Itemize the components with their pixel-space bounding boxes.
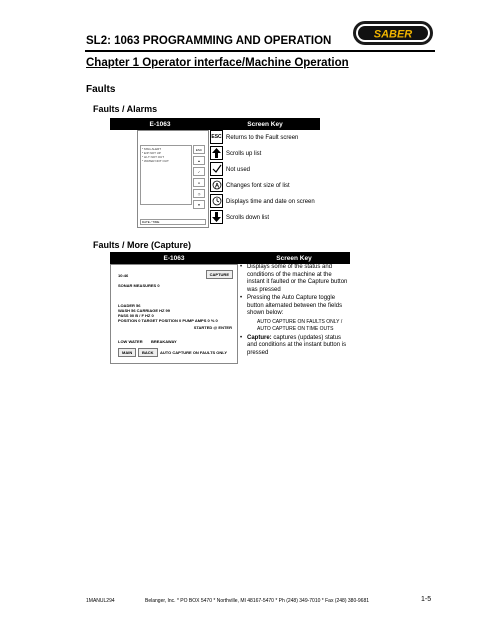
key-row-clock bbox=[210, 194, 320, 210]
auto-capture-toggle: AUTO CAPTURE ON FAULTS ONLY bbox=[160, 350, 228, 355]
company-address: Belanger, Inc. * PO BOX 5470 * Northville, MI 48167-5470 * Ph (248) 349-7010 * Fax (248) 380-9681 bbox=[145, 598, 370, 604]
capture-label: Capture: bbox=[247, 334, 272, 341]
fault-line: * WATER NOT OUT bbox=[142, 159, 169, 163]
key-description: Returns to the Fault screen bbox=[226, 135, 299, 141]
alarms-title: Faults / Alarms bbox=[93, 104, 158, 114]
esc-key-icon: ESC bbox=[210, 130, 223, 144]
started-at-enter: STARTED @ ENTER bbox=[193, 325, 232, 330]
fault-line: * E/P NOT UP bbox=[142, 151, 161, 155]
fault-line: * HI-T NOT OUT bbox=[142, 155, 165, 159]
chapter-title: Chapter 1 Operator interface/Machine Operation bbox=[86, 57, 349, 69]
bullet-text: captures (updates) status and conditions at the instant button is pressed bbox=[247, 334, 347, 356]
more-title: Faults / More (Capture) bbox=[93, 240, 192, 250]
main-button: MAIN bbox=[118, 348, 136, 357]
key-description: Displays time and date on screen bbox=[226, 199, 315, 205]
key-description: Scrolls up list bbox=[226, 151, 262, 157]
capture-screen-thumbnail bbox=[110, 264, 238, 364]
capture-button: CAPTURE bbox=[206, 270, 233, 279]
bullet-item bbox=[238, 264, 350, 294]
header-rule bbox=[85, 50, 435, 52]
saber-logo bbox=[352, 18, 434, 48]
key-row-font bbox=[210, 178, 320, 194]
more-keys-label: Screen Key bbox=[238, 252, 350, 264]
check-icon bbox=[210, 162, 223, 176]
bullet-text: Pressing the Auto Capture toggle button alternated between the fields shown below: bbox=[247, 295, 343, 316]
alarms-screen-footer: DATE / TIME bbox=[140, 219, 206, 225]
clock-mini-button: ◷ bbox=[193, 189, 205, 198]
wash-carriage-row: WASH 56 CARRIAGE HZ 99 bbox=[118, 308, 171, 313]
alarms-screen-thumbnail bbox=[137, 130, 209, 228]
key-row-esc bbox=[210, 130, 320, 146]
key-description: Scrolls down list bbox=[226, 215, 270, 221]
alarms-side-buttons bbox=[193, 145, 207, 211]
alarms-key-legend bbox=[210, 130, 320, 226]
key-description: Not used bbox=[226, 167, 251, 173]
page-number: 1-5 bbox=[421, 596, 432, 603]
svg-text:SABER: SABER bbox=[373, 28, 413, 41]
breakaway-label: BREAKAWAY bbox=[151, 339, 177, 344]
check-mini-button: ✓ bbox=[193, 167, 205, 176]
screen-time: 10:46 bbox=[118, 273, 129, 278]
up-arrow-icon bbox=[210, 146, 223, 160]
font-mini-button: A bbox=[193, 178, 205, 187]
auto-capture-options: AUTO CAPTURE ON FAULTS ONLY / AUTO CAPTURE ON TIME OUTS bbox=[257, 318, 343, 332]
bullet-item bbox=[238, 295, 350, 334]
down-arrow-icon bbox=[210, 210, 223, 224]
alarms-fault-list bbox=[140, 145, 192, 205]
fault-line: * MSG ALERT bbox=[142, 147, 162, 151]
capture-key-legend bbox=[238, 264, 350, 358]
document-header-title: SL2: 1063 PROGRAMMING AND OPERATION bbox=[86, 35, 332, 47]
section-title: Faults bbox=[86, 84, 116, 95]
key-row-check bbox=[210, 162, 320, 178]
loader-value: LOADER 56 bbox=[118, 303, 141, 308]
more-screen-label: E-1063 bbox=[110, 252, 238, 264]
key-row-down bbox=[210, 210, 320, 226]
pass-bf-row: PASS 00 B / F HZ 0 bbox=[118, 313, 154, 318]
position-pump-row: POSITION 0 TARGET POSITION 0 PUMP AMPS 0 % 0 bbox=[118, 318, 218, 323]
bullet-text: Displays some of the status and conditions of the machine at the instant it faulted or the Capture button was pressed bbox=[247, 264, 348, 293]
manual-number: 1MANUL294 bbox=[86, 598, 115, 604]
clock-icon bbox=[210, 194, 223, 208]
key-row-up bbox=[210, 146, 320, 162]
svg-text:A: A bbox=[214, 183, 219, 190]
up-mini-button: ▲ bbox=[193, 156, 205, 165]
low-water-label: LOW WATER bbox=[118, 339, 143, 344]
alarms-screen-label: E-1063 bbox=[110, 118, 210, 130]
alarms-keys-label: Screen Key bbox=[210, 118, 320, 130]
esc-mini-button: ESC bbox=[193, 145, 205, 154]
bullet-item bbox=[238, 335, 350, 358]
back-button: BACK bbox=[138, 348, 158, 357]
down-mini-button: ▼ bbox=[193, 200, 205, 209]
font-size-icon bbox=[210, 178, 223, 192]
sonar-measures: SONAR MEASURES 0 bbox=[118, 283, 160, 288]
key-description: Changes font size of list bbox=[226, 183, 290, 189]
